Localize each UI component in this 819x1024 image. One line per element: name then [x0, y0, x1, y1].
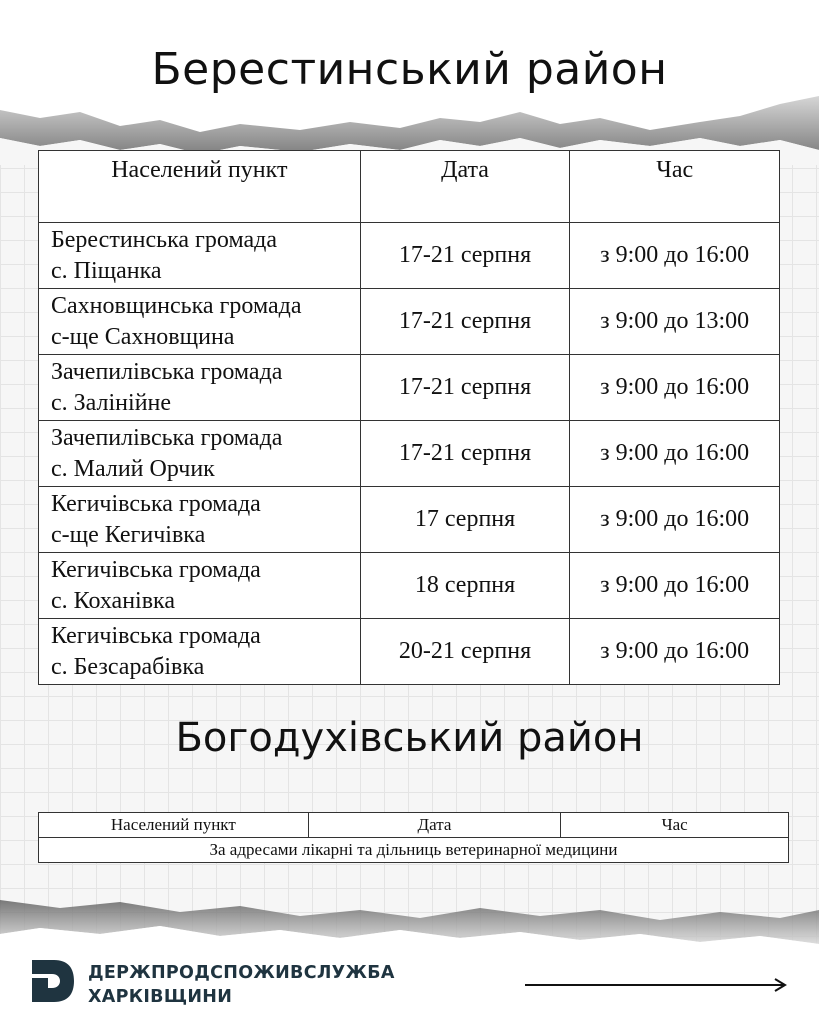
community-name: Сахновщинська громада [51, 292, 302, 319]
settlement-name: с. Малий Орчик [51, 455, 215, 482]
community-name: Берестинська громада [51, 226, 277, 253]
time-cell: з 9:00 до 16:00 [570, 553, 780, 619]
table-row [39, 838, 789, 863]
time-cell: з 9:00 до 16:00 [570, 421, 780, 487]
header-time: Час [561, 813, 789, 838]
date-cell: 17-21 серпня [360, 289, 570, 355]
place-cell [39, 223, 361, 289]
time-cell: з 9:00 до 16:00 [570, 223, 780, 289]
date-cell: 17-21 серпня [360, 355, 570, 421]
date-cell: 20-21 серпня [360, 619, 570, 685]
table-row [39, 355, 780, 421]
organization-name [88, 961, 395, 1009]
date-cell: 17 серпня [360, 487, 570, 553]
time-cell: з 9:00 до 13:00 [570, 289, 780, 355]
table-row [39, 553, 780, 619]
region2-title: Богодухівський район [175, 715, 644, 761]
community-name: Кегичівська громада [51, 556, 261, 583]
place-cell [39, 619, 361, 685]
table-row [39, 619, 780, 685]
region1-schedule-table [38, 150, 780, 685]
settlement-name: с-ще Сахновщина [51, 323, 235, 350]
table-row [39, 487, 780, 553]
place-cell [39, 355, 361, 421]
place-cell [39, 487, 361, 553]
org-line-1: ДЕРЖПРОДСПОЖИВСЛУЖБА [88, 963, 395, 983]
header-place: Населений пункт [39, 151, 361, 223]
table-row [39, 421, 780, 487]
settlement-name: с. Залінійне [51, 389, 172, 416]
table-header-row [39, 151, 780, 223]
header-date: Дата [360, 151, 570, 223]
table-row [39, 289, 780, 355]
table-header-row [39, 813, 789, 838]
time-cell: з 9:00 до 16:00 [570, 355, 780, 421]
settlement-name: с-ще Кегичівка [51, 521, 206, 548]
note-cell: За адресами лікарні та дільниць ветеринарної медицини [39, 838, 789, 863]
settlement-name: с. Піщанка [51, 257, 162, 284]
header-place: Населений пункт [39, 813, 309, 838]
settlement-name: с. Безсарабівка [51, 653, 205, 680]
date-cell: 18 серпня [360, 553, 570, 619]
arrow-right-icon[interactable] [525, 977, 790, 997]
time-cell: з 9:00 до 16:00 [570, 487, 780, 553]
community-name: Кегичівська громада [51, 622, 261, 649]
time-cell: з 9:00 до 16:00 [570, 619, 780, 685]
place-cell [39, 289, 361, 355]
community-name: Кегичівська громада [51, 490, 261, 517]
date-cell: 17-21 серпня [360, 223, 570, 289]
header-date: Дата [308, 813, 561, 838]
table-row [39, 223, 780, 289]
place-cell [39, 553, 361, 619]
header-time: Час [570, 151, 780, 223]
place-cell [39, 421, 361, 487]
d-letter-logo-icon [30, 958, 76, 1004]
region1-title: Берестинський район [151, 44, 668, 95]
community-name: Зачепилівська громада [51, 358, 283, 385]
region2-schedule-table [38, 812, 789, 863]
community-name: Зачепилівська громада [51, 424, 283, 451]
org-line-2: ХАРКІВЩИНИ [88, 987, 233, 1007]
date-cell: 17-21 серпня [360, 421, 570, 487]
settlement-name: с. Коханівка [51, 587, 175, 614]
